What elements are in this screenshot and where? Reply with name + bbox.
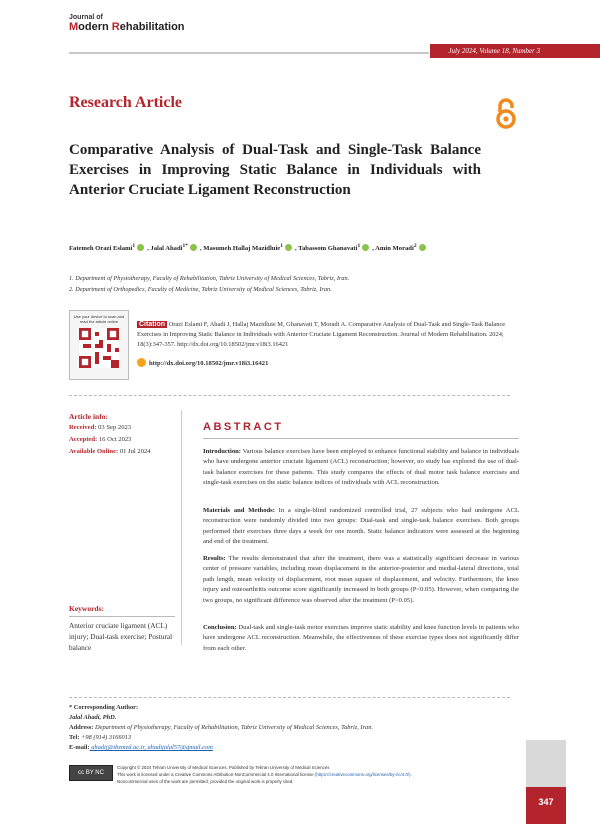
affiliation-item: 2. Department of Orthopedics, Faculty of Medicine, Tabriz University of Medical Sciences, Tabriz, Iran.	[69, 285, 332, 293]
page-tab-strip	[526, 740, 566, 787]
journal-logo	[69, 14, 185, 33]
column-divider	[181, 410, 182, 645]
keywords-heading: Keywords:	[69, 604, 104, 613]
doi-row	[137, 358, 268, 367]
keywords-rule	[69, 616, 175, 617]
corresponding-address: Department of Physiotherapy, Faculty of Rehabilitation, Tabriz University of Medical Sciences, Tabriz, Iran.	[93, 724, 374, 731]
keywords-text: Anterior cruciate ligament (ACL) injury; Dual-task exercise; Postural balance	[69, 621, 173, 652]
abstract-methods: Materials and Methods: In a single-blind randomized controlled trial, 27 subjects who had undergone ACL reconstruction were randomly divided into two groups: Dual-task and single-task balance exercises. Both groups performed their exercises three days a week for one month. Static balance indicators were assessed at the beginning and end of the treatment.	[203, 507, 519, 546]
orcid-icon[interactable]	[285, 244, 292, 251]
citation-block	[137, 320, 509, 350]
received-date: Received: 03 Sep 2023	[69, 424, 132, 431]
orcid-icon[interactable]	[362, 244, 369, 251]
corresponding-email[interactable]: ahadij@tbzmed.ac.ir, ahadijalal57@gmail.com	[89, 744, 213, 751]
divider	[69, 395, 510, 396]
abstract-conclusion: Conclusion: Dual-task and single-task motor exercises improve static stability and knee function levels in patients who have undergone ACL reconstruction. Meanwhile, the effectiveness of these exercise types does not significantly differ from each other.	[203, 624, 519, 652]
corresponding-heading: * Corresponding Author:	[69, 704, 139, 711]
header-rule	[69, 52, 429, 54]
orcid-icon[interactable]	[419, 244, 426, 251]
doi-icon	[137, 358, 146, 367]
footer-divider	[69, 697, 510, 698]
license-link[interactable]: (https://creativecommons.org/licenses/by-nc/4.0/).	[314, 772, 412, 777]
citation-text: Orazi Eslami F, Ahadi J, Hallaj Mazidluie M, Ghanavati T, Moradi A. Comparative Analysis of Dual-Task and Single-Task Balance Exercises in Improving Static Balance in Individuals with Anterior Cruciate Ligament Reconstruction. Journal of Modern Rehabilitation. 2024; 18(3):347-357. http://dx.doi.org/10.18502/jmr.v18i3.16421	[137, 321, 506, 348]
orcid-icon[interactable]	[137, 244, 144, 251]
corresponding-name: Jalal Ahadi, PhD.	[69, 714, 117, 721]
abstract-results: Results: The results demonstrated that after the treatment, there was a statistically significant decrease in various center of pressure variables, including mean displacement in the anterior-posterior and medial-lateral directions, total path length, mean velocity of displacement, root mean square of displacement, and velocity. Furthermore, the knee injury and osteoarthritis outcome score significantly increased in both groups (P<0.05). However, when comparing the two groups, no significant difference was observed after the treatment (P>0.05).	[203, 555, 519, 604]
author-name: Tabassom Ghanavati	[298, 245, 358, 253]
license-text: Copyright © 2024 Tehran University of Medical Sciences. Published by Tehran University of Medical Sciences This work is licensed under a Creative Commons Attribution-NonCommercial 4.0 International license (https://creativecommons.org/licenses/by-nc/4.0/). Noncommercial uses of the work are permitted, provided the original work is properly cited.	[117, 765, 412, 784]
page-number: 347	[526, 787, 566, 824]
author-list: Fatemeh Orazi Eslami$^1$ , Jalal Ahadi$^{1*}$ , Masumeh Hallaj Mazidluie$^1$ , Tabassom Ghanavati$^1$ , Amin Moradi$^2$	[69, 240, 529, 255]
online-date: Available Online: 01 Jul 2024	[69, 448, 151, 455]
article-info-heading: Article info:	[69, 412, 108, 421]
qr-panel	[69, 310, 129, 380]
citation-tag: Citation	[139, 321, 166, 328]
open-access-icon	[494, 98, 518, 130]
creative-commons-badge[interactable]: cc BY NC	[69, 765, 113, 781]
abstract-rule	[203, 438, 519, 439]
corresponding-tel: +98 (914) 3166013	[79, 734, 132, 741]
qr-code-icon[interactable]	[79, 328, 119, 368]
doi-link[interactable]: http://dx.doi.org/10.18502/jmr.v18i3.16421	[149, 360, 269, 367]
author-name: Masumeh Hallaj Mazidluie	[203, 245, 281, 253]
section-label: Research Article	[69, 94, 182, 111]
affiliation-item: 1. Department of Physiotherapy, Faculty of Rehabilitation, Tabriz University of Medical Sciences, Tabriz, Iran.	[69, 275, 350, 282]
journal-small-text: Journal of	[69, 14, 103, 21]
author-name: Amin Moradi	[375, 245, 414, 253]
corresponding-author: * Corresponding Author: Jalal Ahadi, PhD. Address: Department of Physiotherapy, Faculty of Rehabilitation, Tabriz University of Medical Sciences, Tabriz, Iran. Tel: +98 (914) 3166013 E-mail: ahadij@tbzmed.ac.ir, ahadijalal57@gmail.com	[69, 703, 509, 753]
issue-band: July 2024, Volume 18, Number 3	[430, 44, 600, 58]
journal-name: Modern Rehabilitation	[69, 21, 185, 33]
author-name: Fatemeh Orazi Eslami	[69, 245, 133, 253]
qr-caption: Use your device to scan and read the article online	[73, 314, 125, 324]
author-name: Jalal Ahadi	[150, 245, 183, 253]
orcid-icon[interactable]	[190, 244, 197, 251]
article-title: Comparative Analysis of Dual-Task and Single-Task Balance Exercises in Improving Static Balance in Individuals with Anterior Cruciate Ligament Reconstruction	[69, 142, 481, 198]
accepted-date: Accepted: 16 Oct 2023	[69, 436, 132, 443]
affiliations	[69, 274, 529, 295]
abstract-heading: ABSTRACT	[203, 421, 284, 433]
abstract-introduction: Introduction: Various balance exercises have been employed to enhance functional stability and balance in individuals who have undergone anterior cruciate ligament (ACL) reconstruction; however, no study has explored the use of dual-task balance exercises for these patients. This study compares the effects of dual motor task balance exercises and single-task exercises on the static balance indices of individuals with ACL reconstruction.	[203, 448, 519, 487]
